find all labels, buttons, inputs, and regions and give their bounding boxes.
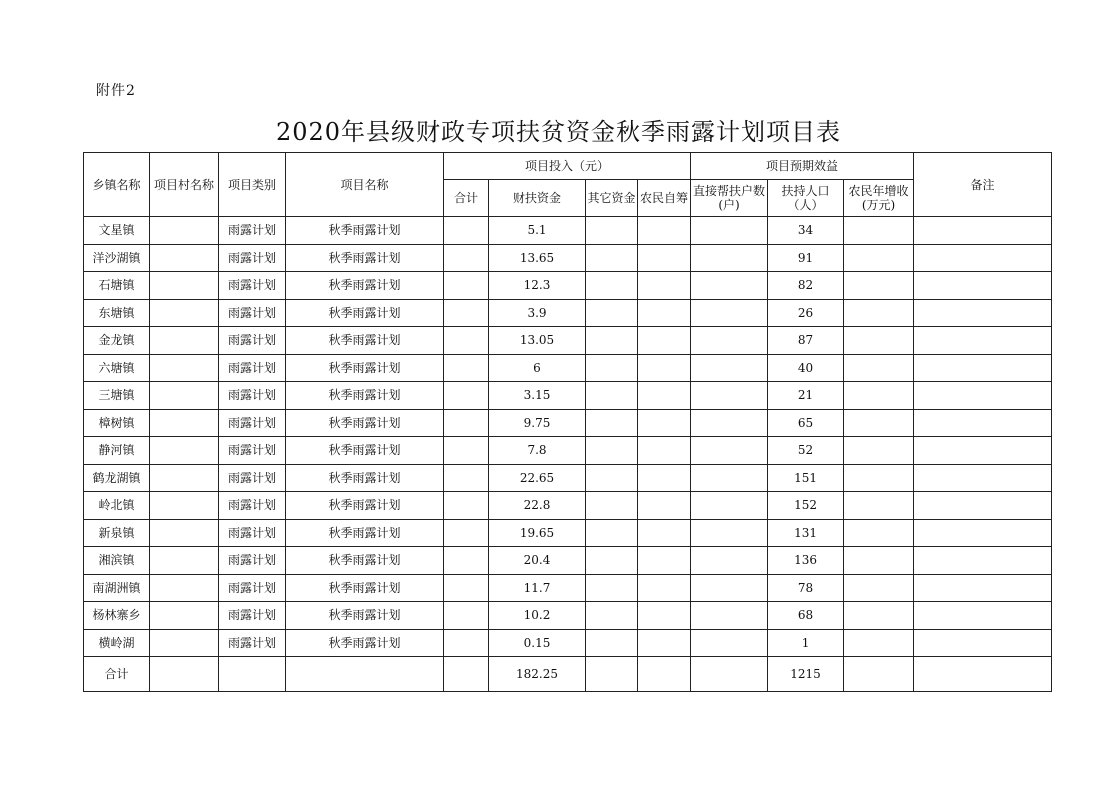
cell-remarks bbox=[914, 272, 1052, 300]
cell-fiscal-funds: 11.7 bbox=[489, 574, 586, 602]
cell-income bbox=[844, 492, 914, 520]
cell-fiscal-funds: 6 bbox=[489, 354, 586, 382]
table-row bbox=[84, 602, 1052, 630]
cell-project-name: 秋季雨露计划 bbox=[286, 382, 444, 410]
cell-village bbox=[150, 244, 219, 272]
totals-village bbox=[150, 657, 219, 692]
cell-fiscal-funds: 20.4 bbox=[489, 547, 586, 575]
cell-income bbox=[844, 409, 914, 437]
cell-village bbox=[150, 354, 219, 382]
cell-town: 静河镇 bbox=[84, 437, 150, 465]
cell-total bbox=[444, 519, 489, 547]
cell-population: 68 bbox=[768, 602, 844, 630]
cell-income bbox=[844, 602, 914, 630]
table-row bbox=[84, 629, 1052, 657]
cell-remarks bbox=[914, 437, 1052, 465]
table-row bbox=[84, 217, 1052, 245]
cell-category: 雨露计划 bbox=[219, 547, 286, 575]
cell-village bbox=[150, 437, 219, 465]
table-row bbox=[84, 244, 1052, 272]
cell-category: 雨露计划 bbox=[219, 244, 286, 272]
cell-fiscal-funds: 3.15 bbox=[489, 382, 586, 410]
cell-other-funds bbox=[586, 272, 638, 300]
cell-households bbox=[691, 629, 768, 657]
table-row bbox=[84, 574, 1052, 602]
cell-town: 横岭湖 bbox=[84, 629, 150, 657]
totals-farmer bbox=[638, 657, 691, 692]
cell-population: 21 bbox=[768, 382, 844, 410]
cell-category: 雨露计划 bbox=[219, 217, 286, 245]
cell-town: 南湖洲镇 bbox=[84, 574, 150, 602]
totals-row bbox=[84, 657, 1052, 692]
header-other-funds: 其它资金 bbox=[586, 180, 638, 217]
cell-population: 52 bbox=[768, 437, 844, 465]
cell-town: 六塘镇 bbox=[84, 354, 150, 382]
cell-farmer-self bbox=[638, 492, 691, 520]
cell-total bbox=[444, 574, 489, 602]
cell-remarks bbox=[914, 409, 1052, 437]
cell-population: 26 bbox=[768, 299, 844, 327]
cell-households bbox=[691, 272, 768, 300]
cell-village bbox=[150, 464, 219, 492]
table-row bbox=[84, 327, 1052, 355]
cell-farmer-self bbox=[638, 272, 691, 300]
table-row bbox=[84, 547, 1052, 575]
header-investment-group: 项目投入（元） bbox=[444, 153, 691, 180]
cell-project-name: 秋季雨露计划 bbox=[286, 437, 444, 465]
header-town: 乡镇名称 bbox=[84, 153, 150, 217]
cell-total bbox=[444, 547, 489, 575]
cell-households bbox=[691, 299, 768, 327]
cell-population: 82 bbox=[768, 272, 844, 300]
cell-village bbox=[150, 492, 219, 520]
cell-other-funds bbox=[586, 574, 638, 602]
cell-town: 文星镇 bbox=[84, 217, 150, 245]
table-row bbox=[84, 519, 1052, 547]
table-row bbox=[84, 437, 1052, 465]
cell-fiscal-funds: 22.8 bbox=[489, 492, 586, 520]
totals-label: 合计 bbox=[84, 657, 150, 692]
cell-income bbox=[844, 464, 914, 492]
cell-town: 樟树镇 bbox=[84, 409, 150, 437]
cell-other-funds bbox=[586, 492, 638, 520]
cell-income bbox=[844, 574, 914, 602]
cell-remarks bbox=[914, 492, 1052, 520]
totals-remarks bbox=[914, 657, 1052, 692]
cell-income bbox=[844, 327, 914, 355]
cell-total bbox=[444, 437, 489, 465]
cell-income bbox=[844, 217, 914, 245]
cell-households bbox=[691, 217, 768, 245]
totals-project bbox=[286, 657, 444, 692]
header-farmer-self: 农民自筹 bbox=[638, 180, 691, 217]
cell-category: 雨露计划 bbox=[219, 409, 286, 437]
cell-income bbox=[844, 299, 914, 327]
cell-total bbox=[444, 602, 489, 630]
cell-farmer-self bbox=[638, 244, 691, 272]
cell-farmer-self bbox=[638, 437, 691, 465]
table-row bbox=[84, 409, 1052, 437]
cell-households bbox=[691, 574, 768, 602]
cell-farmer-self bbox=[638, 464, 691, 492]
header-benefit-group: 项目预期效益 bbox=[691, 153, 914, 180]
cell-population: 131 bbox=[768, 519, 844, 547]
totals-fiscal: 182.25 bbox=[489, 657, 586, 692]
cell-town: 杨林寨乡 bbox=[84, 602, 150, 630]
header-households: 直接帮扶户数(户) bbox=[691, 180, 768, 217]
cell-total bbox=[444, 492, 489, 520]
cell-town: 新泉镇 bbox=[84, 519, 150, 547]
cell-project-name: 秋季雨露计划 bbox=[286, 547, 444, 575]
cell-village bbox=[150, 629, 219, 657]
cell-households bbox=[691, 327, 768, 355]
cell-fiscal-funds: 9.75 bbox=[489, 409, 586, 437]
cell-population: 65 bbox=[768, 409, 844, 437]
header-population: 扶持人口（人） bbox=[768, 180, 844, 217]
cell-remarks bbox=[914, 299, 1052, 327]
cell-other-funds bbox=[586, 602, 638, 630]
cell-households bbox=[691, 547, 768, 575]
cell-fiscal-funds: 13.65 bbox=[489, 244, 586, 272]
cell-households bbox=[691, 354, 768, 382]
cell-farmer-self bbox=[638, 327, 691, 355]
cell-total bbox=[444, 382, 489, 410]
cell-farmer-self bbox=[638, 547, 691, 575]
header-category: 项目类别 bbox=[219, 153, 286, 217]
cell-other-funds bbox=[586, 547, 638, 575]
cell-project-name: 秋季雨露计划 bbox=[286, 574, 444, 602]
header-remarks: 备注 bbox=[914, 153, 1052, 217]
cell-project-name: 秋季雨露计划 bbox=[286, 327, 444, 355]
cell-category: 雨露计划 bbox=[219, 437, 286, 465]
cell-population: 136 bbox=[768, 547, 844, 575]
cell-category: 雨露计划 bbox=[219, 464, 286, 492]
page-title: 2020年县级财政专项扶贫资金秋季雨露计划项目表 bbox=[275, 118, 842, 146]
cell-income bbox=[844, 519, 914, 547]
cell-other-funds bbox=[586, 217, 638, 245]
cell-income bbox=[844, 382, 914, 410]
cell-remarks bbox=[914, 464, 1052, 492]
header-total: 合计 bbox=[444, 180, 489, 217]
cell-project-name: 秋季雨露计划 bbox=[286, 629, 444, 657]
cell-fiscal-funds: 22.65 bbox=[489, 464, 586, 492]
cell-project-name: 秋季雨露计划 bbox=[286, 602, 444, 630]
table-row bbox=[84, 382, 1052, 410]
cell-total bbox=[444, 464, 489, 492]
cell-village bbox=[150, 409, 219, 437]
cell-fiscal-funds: 7.8 bbox=[489, 437, 586, 465]
cell-total bbox=[444, 629, 489, 657]
table-row bbox=[84, 492, 1052, 520]
cell-village bbox=[150, 602, 219, 630]
cell-project-name: 秋季雨露计划 bbox=[286, 299, 444, 327]
cell-households bbox=[691, 602, 768, 630]
cell-category: 雨露计划 bbox=[219, 519, 286, 547]
cell-category: 雨露计划 bbox=[219, 629, 286, 657]
project-table bbox=[83, 152, 1052, 692]
cell-other-funds bbox=[586, 629, 638, 657]
cell-town: 湘滨镇 bbox=[84, 547, 150, 575]
cell-households bbox=[691, 519, 768, 547]
cell-farmer-self bbox=[638, 382, 691, 410]
cell-total bbox=[444, 299, 489, 327]
cell-farmer-self bbox=[638, 602, 691, 630]
cell-other-funds bbox=[586, 409, 638, 437]
cell-population: 151 bbox=[768, 464, 844, 492]
cell-farmer-self bbox=[638, 299, 691, 327]
cell-village bbox=[150, 327, 219, 355]
cell-income bbox=[844, 354, 914, 382]
totals-category bbox=[219, 657, 286, 692]
cell-town: 岭北镇 bbox=[84, 492, 150, 520]
cell-fiscal-funds: 5.1 bbox=[489, 217, 586, 245]
cell-category: 雨露计划 bbox=[219, 327, 286, 355]
cell-other-funds bbox=[586, 519, 638, 547]
header-fiscal-funds: 财扶资金 bbox=[489, 180, 586, 217]
cell-project-name: 秋季雨露计划 bbox=[286, 492, 444, 520]
cell-category: 雨露计划 bbox=[219, 602, 286, 630]
cell-farmer-self bbox=[638, 217, 691, 245]
cell-other-funds bbox=[586, 299, 638, 327]
cell-households bbox=[691, 437, 768, 465]
header-income: 农民年增收(万元) bbox=[844, 180, 914, 217]
cell-income bbox=[844, 437, 914, 465]
cell-project-name: 秋季雨露计划 bbox=[286, 519, 444, 547]
cell-remarks bbox=[914, 629, 1052, 657]
cell-category: 雨露计划 bbox=[219, 574, 286, 602]
cell-project-name: 秋季雨露计划 bbox=[286, 217, 444, 245]
cell-town: 东塘镇 bbox=[84, 299, 150, 327]
cell-farmer-self bbox=[638, 519, 691, 547]
cell-other-funds bbox=[586, 354, 638, 382]
cell-income bbox=[844, 629, 914, 657]
cell-fiscal-funds: 12.3 bbox=[489, 272, 586, 300]
cell-town: 石塘镇 bbox=[84, 272, 150, 300]
cell-other-funds bbox=[586, 327, 638, 355]
cell-total bbox=[444, 217, 489, 245]
table-body bbox=[84, 217, 1052, 657]
cell-income bbox=[844, 272, 914, 300]
cell-village bbox=[150, 519, 219, 547]
cell-households bbox=[691, 492, 768, 520]
cell-village bbox=[150, 299, 219, 327]
cell-town: 洋沙湖镇 bbox=[84, 244, 150, 272]
cell-population: 40 bbox=[768, 354, 844, 382]
cell-remarks bbox=[914, 354, 1052, 382]
cell-total bbox=[444, 244, 489, 272]
totals-households bbox=[691, 657, 768, 692]
totals-sum bbox=[444, 657, 489, 692]
table-row bbox=[84, 272, 1052, 300]
cell-remarks bbox=[914, 547, 1052, 575]
cell-category: 雨露计划 bbox=[219, 272, 286, 300]
cell-population: 152 bbox=[768, 492, 844, 520]
cell-project-name: 秋季雨露计划 bbox=[286, 464, 444, 492]
cell-other-funds bbox=[586, 437, 638, 465]
cell-village bbox=[150, 272, 219, 300]
cell-fiscal-funds: 19.65 bbox=[489, 519, 586, 547]
cell-income bbox=[844, 244, 914, 272]
cell-households bbox=[691, 244, 768, 272]
cell-population: 1 bbox=[768, 629, 844, 657]
cell-population: 87 bbox=[768, 327, 844, 355]
cell-population: 78 bbox=[768, 574, 844, 602]
cell-fiscal-funds: 0.15 bbox=[489, 629, 586, 657]
cell-town: 鹤龙湖镇 bbox=[84, 464, 150, 492]
cell-category: 雨露计划 bbox=[219, 492, 286, 520]
attachment-label: 附件2 bbox=[96, 83, 136, 99]
cell-project-name: 秋季雨露计划 bbox=[286, 354, 444, 382]
cell-remarks bbox=[914, 217, 1052, 245]
cell-farmer-self bbox=[638, 574, 691, 602]
cell-village bbox=[150, 217, 219, 245]
cell-farmer-self bbox=[638, 409, 691, 437]
cell-other-funds bbox=[586, 244, 638, 272]
table-row bbox=[84, 299, 1052, 327]
cell-remarks bbox=[914, 382, 1052, 410]
cell-other-funds bbox=[586, 464, 638, 492]
cell-remarks bbox=[914, 244, 1052, 272]
cell-total bbox=[444, 409, 489, 437]
cell-income bbox=[844, 547, 914, 575]
cell-households bbox=[691, 382, 768, 410]
header-village: 项目村名称 bbox=[150, 153, 219, 217]
table-row bbox=[84, 464, 1052, 492]
header-project-name: 项目名称 bbox=[286, 153, 444, 217]
cell-village bbox=[150, 382, 219, 410]
totals-other bbox=[586, 657, 638, 692]
cell-village bbox=[150, 547, 219, 575]
cell-fiscal-funds: 3.9 bbox=[489, 299, 586, 327]
cell-fiscal-funds: 10.2 bbox=[489, 602, 586, 630]
cell-project-name: 秋季雨露计划 bbox=[286, 272, 444, 300]
cell-farmer-self bbox=[638, 629, 691, 657]
cell-town: 三塘镇 bbox=[84, 382, 150, 410]
table-row bbox=[84, 354, 1052, 382]
cell-population: 34 bbox=[768, 217, 844, 245]
cell-category: 雨露计划 bbox=[219, 382, 286, 410]
totals-population: 1215 bbox=[768, 657, 844, 692]
cell-category: 雨露计划 bbox=[219, 354, 286, 382]
totals-income bbox=[844, 657, 914, 692]
cell-category: 雨露计划 bbox=[219, 299, 286, 327]
cell-households bbox=[691, 464, 768, 492]
cell-remarks bbox=[914, 519, 1052, 547]
cell-total bbox=[444, 272, 489, 300]
cell-village bbox=[150, 574, 219, 602]
cell-town: 金龙镇 bbox=[84, 327, 150, 355]
cell-total bbox=[444, 354, 489, 382]
cell-remarks bbox=[914, 602, 1052, 630]
cell-project-name: 秋季雨露计划 bbox=[286, 409, 444, 437]
cell-project-name: 秋季雨露计划 bbox=[286, 244, 444, 272]
cell-households bbox=[691, 409, 768, 437]
cell-fiscal-funds: 13.05 bbox=[489, 327, 586, 355]
cell-other-funds bbox=[586, 382, 638, 410]
cell-population: 91 bbox=[768, 244, 844, 272]
cell-remarks bbox=[914, 327, 1052, 355]
cell-farmer-self bbox=[638, 354, 691, 382]
cell-remarks bbox=[914, 574, 1052, 602]
cell-total bbox=[444, 327, 489, 355]
